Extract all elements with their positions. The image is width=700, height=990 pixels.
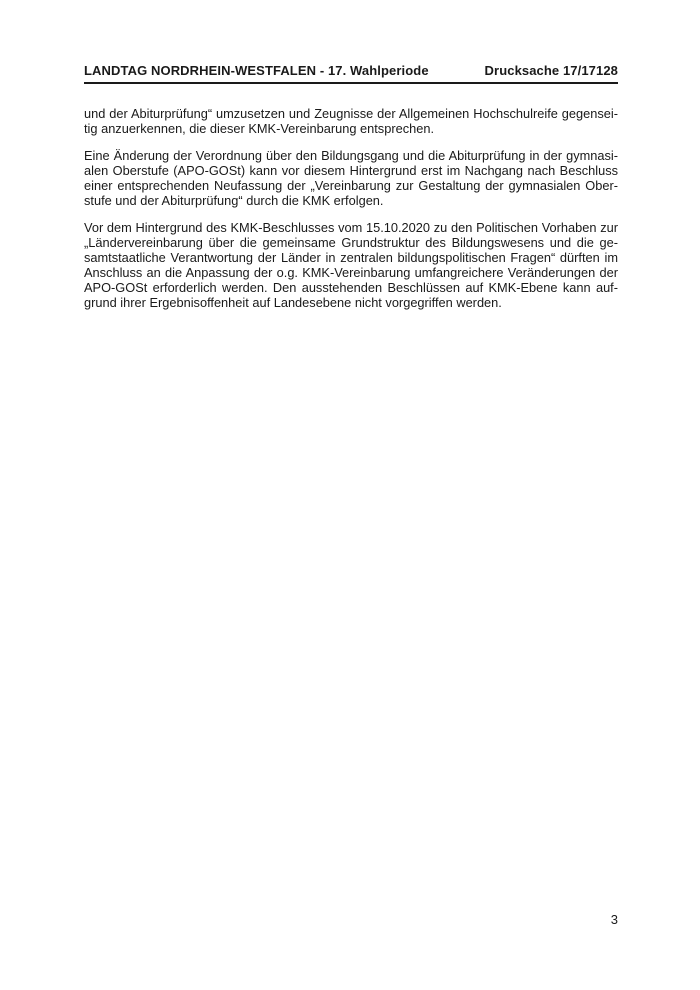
paragraph-continuation: [84, 106, 618, 136]
paragraph-line: alen Oberstufe (APO-GOSt) kann vor diesem Hintergrund erst im Nachgang nach Beschluss: [84, 163, 618, 178]
paragraph-line: APO-GOSt erforderlich werden. Den ausstehenden Beschlüssen auf KMK-Ebene kann auf-: [84, 280, 618, 295]
paragraph-line: einer entsprechenden Neufassung der „Vereinbarung zur Gestaltung der gymnasialen Ober-: [84, 178, 618, 193]
paragraph-line: und der Abiturprüfung“ umzusetzen und Zeugnisse der Allgemeinen Hochschulreife gegensei-: [84, 106, 618, 121]
paragraph-line: Vor dem Hintergrund des KMK-Beschlusses vom 15.10.2020 zu den Politischen Vorhaben zur: [84, 220, 618, 235]
page-number: 3: [610, 912, 618, 927]
header-parliament-title: LANDTAG NORDRHEIN-WESTFALEN - 17. Wahlperiode: [84, 63, 429, 78]
paragraph-line: „Ländervereinbarung über die gemeinsame Grundstruktur des Bildungswesens und die ge-: [84, 235, 618, 250]
paragraph-apo-gost-aenderung: [84, 148, 618, 208]
paragraph-line: samtstaatliche Verantwortung der Länder in zentralen bildungspolitischen Fragen“ dürften im: [84, 250, 618, 265]
paragraph-line: grund ihrer Ergebnisoffenheit auf Landesebene nicht vorgegriffen werden.: [84, 295, 502, 310]
header-drucksache-number: Drucksache 17/17128: [484, 63, 618, 78]
paragraph-line: tig anzuerkennen, die dieser KMK-Vereinbarung entsprechen.: [84, 121, 435, 136]
paragraph-kmk-beschluss: [84, 220, 618, 310]
paragraph-line: Eine Änderung der Verordnung über den Bildungsgang und die Abiturprüfung in der gymnasi-: [84, 148, 618, 163]
document-header: [84, 63, 618, 84]
paragraph-line: stufe und der Abiturprüfung“ durch die KMK erfolgen.: [84, 193, 384, 208]
document-body: [84, 106, 618, 322]
paragraph-line: Anschluss an die Anpassung der o.g. KMK-Vereinbarung umfangreichere Veränderungen der: [84, 265, 618, 280]
